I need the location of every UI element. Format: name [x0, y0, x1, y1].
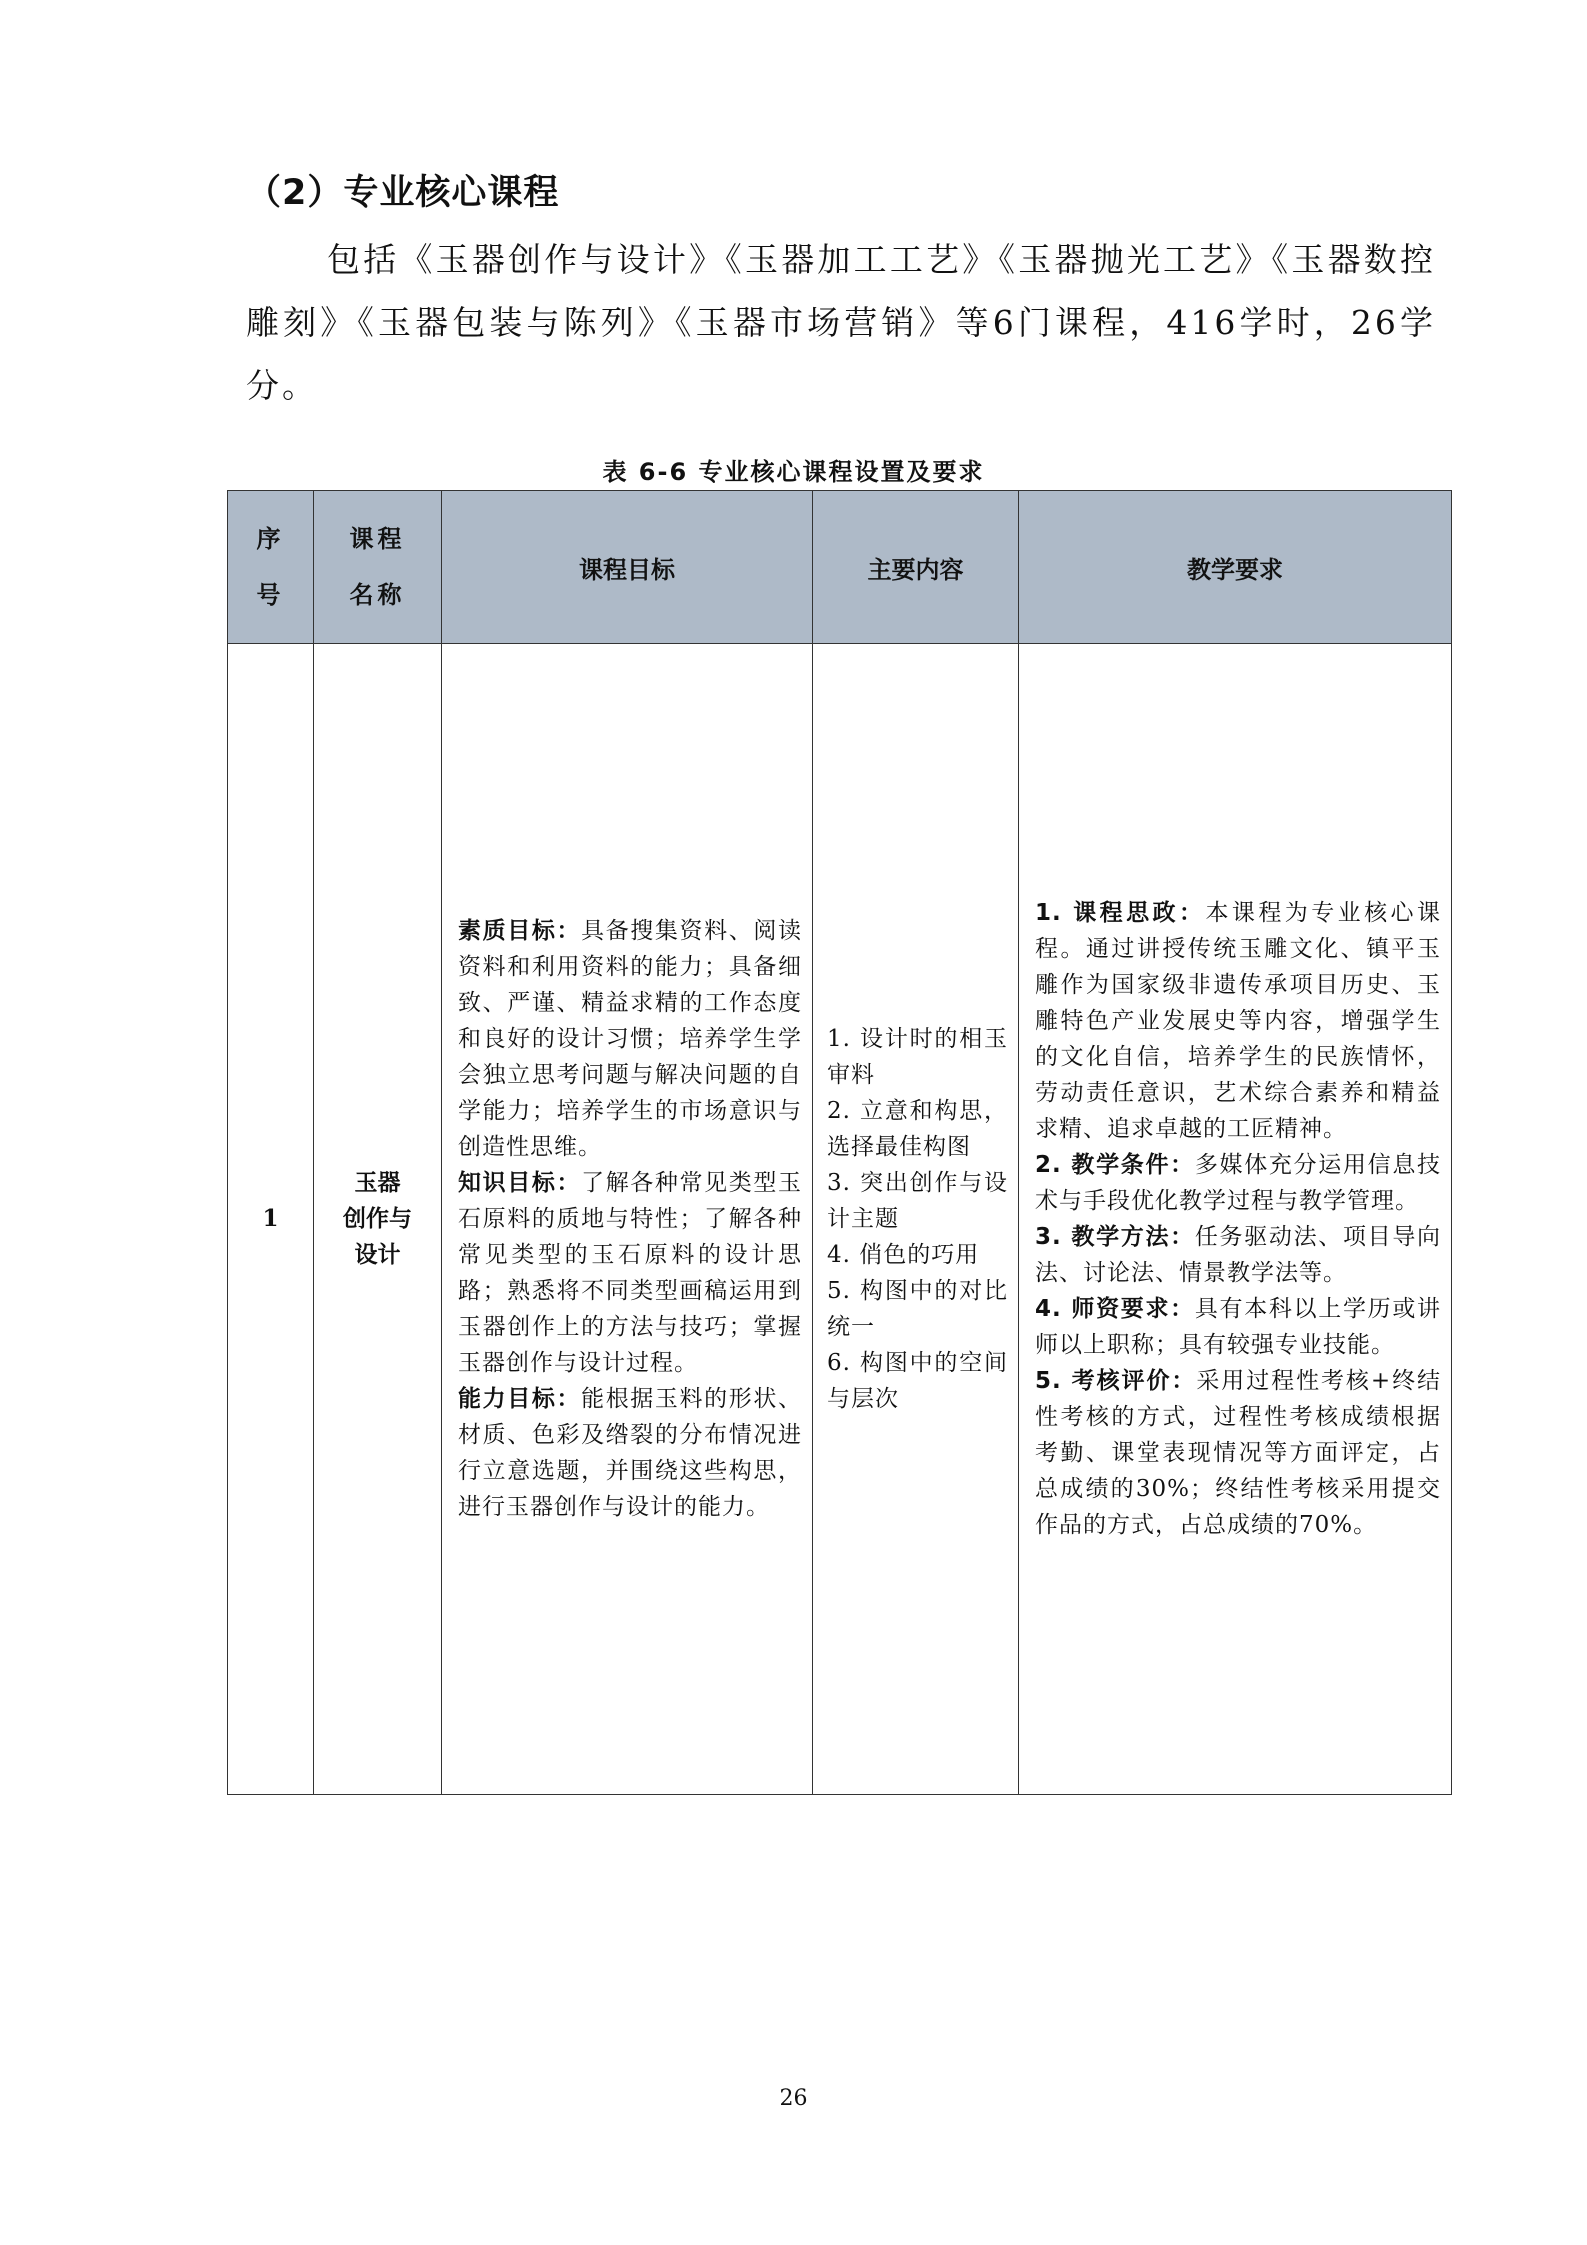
- requirement-ideology-label: 1. 课程思政：: [1035, 900, 1206, 926]
- goal-quality-label: 素质目标：: [458, 918, 582, 944]
- requirement-conditions-text: 多媒体充分运用信息技术与手段优化教学过程与教学管理。: [1035, 1152, 1442, 1214]
- requirement-assessment: [1035, 1363, 1441, 1543]
- header-no: [228, 491, 314, 644]
- header-no-line2: 号: [256, 581, 285, 609]
- goal-ability: [458, 1381, 802, 1525]
- content-item: 6. 构图中的空间与层次: [827, 1350, 1008, 1412]
- course-name-line3: 设计: [354, 1242, 401, 1268]
- requirement-teachers-label: 4. 师资要求：: [1035, 1296, 1195, 1322]
- goal-ability-text: 能根据玉料的形状、材质、色彩及绺裂的分布情况进行立意选题，并围绕这些构思，进行玉器创作与设计的能力。: [458, 1386, 803, 1520]
- table-caption: 表 6-6 专业核心课程设置及要求: [602, 458, 985, 486]
- goal-knowledge-label: 知识目标：: [458, 1170, 582, 1196]
- header-name-line2: 名称: [349, 581, 406, 609]
- course-name-line1: 玉器: [354, 1170, 401, 1196]
- content-item: 2. 立意和构思，选择最佳构图: [827, 1098, 1008, 1160]
- requirement-methods-text: 任务驱动法、项目导向法、讨论法、情景教学法等。: [1035, 1224, 1442, 1286]
- table-row: [228, 644, 1452, 1795]
- requirement-ideology: [1035, 895, 1441, 1147]
- requirement-assessment-text: 采用过程性考核+终结性考核的方式，过程性考核成绩根据考勤、课堂表现情况等方面评定，占总成绩的30%；终结性考核采用提交作品的方式，占总成绩的70%。: [1035, 1368, 1441, 1538]
- requirement-conditions: [1035, 1147, 1441, 1219]
- row-course-name: [314, 644, 442, 1795]
- header-content: 主要内容: [813, 491, 1019, 644]
- requirement-teachers-text: 具有本科以上学历或讲师以上职称；具有较强专业技能。: [1035, 1296, 1442, 1358]
- row-teaching-requirements: [1019, 644, 1452, 1795]
- header-no-line1: 序: [256, 525, 285, 553]
- table-header-row: [228, 491, 1452, 644]
- header-name-line1: 课程: [349, 525, 406, 553]
- content-item: 3. 突出创作与设计主题: [827, 1170, 1008, 1232]
- row-no: 1: [228, 644, 314, 1795]
- content-item: 5. 构图中的对比统一: [827, 1278, 1008, 1340]
- intro-paragraph: 包括《玉器创作与设计》《玉器加工工艺》《玉器抛光工艺》《玉器数控雕刻》《玉器包装与陈列》《玉器市场营销》等6门课程，416学时，26学分。: [246, 240, 1436, 405]
- header-requirement: 教学要求: [1019, 491, 1452, 644]
- row-main-contents: [813, 644, 1019, 1795]
- header-name: [314, 491, 442, 644]
- content-item: 4. 俏色的巧用: [827, 1242, 980, 1268]
- goal-knowledge: [458, 1165, 802, 1381]
- requirement-conditions-label: 2. 教学条件：: [1035, 1152, 1195, 1178]
- header-goal: 课程目标: [442, 491, 813, 644]
- goal-quality: [458, 913, 802, 1165]
- requirement-assessment-label: 5. 考核评价：: [1035, 1368, 1197, 1394]
- goal-knowledge-text: 了解各种常见类型玉石原料的质地与特性；了解各种常见类型的玉石原料的设计思路；熟悉将不同类型画稿运用到玉器创作上的方法与技巧；掌握玉器创作与设计过程。: [458, 1170, 803, 1376]
- requirement-ideology-text: 本课程为专业核心课程。通过讲授传统玉雕文化、镇平玉雕作为国家级非遗传承项目历史、玉雕特色产业发展史等内容，增强学生的文化自信，培养学生的民族情怀，劳动责任意识，艺术综合素养和精益求精、追求卓越的工匠精神。: [1035, 900, 1442, 1142]
- goal-ability-label: 能力目标：: [458, 1386, 582, 1412]
- course-table: [227, 490, 1452, 1795]
- row-course-goals: [442, 644, 813, 1795]
- requirement-methods-label: 3. 教学方法：: [1035, 1224, 1195, 1250]
- requirement-methods: [1035, 1219, 1441, 1291]
- page-number: 26: [779, 2086, 808, 2111]
- requirement-teachers: [1035, 1291, 1441, 1363]
- content-item: 1. 设计时的相玉审料: [827, 1026, 1008, 1088]
- goal-quality-text: 具备搜集资料、阅读资料和利用资料的能力；具备细致、严谨、精益求精的工作态度和良好的设计习惯；培养学生学会独立思考问题与解决问题的自学能力；培养学生的市场意识与创造性思维。: [458, 918, 803, 1160]
- section-heading: （2）专业核心课程: [246, 173, 560, 213]
- course-name-line2: 创作与: [343, 1206, 412, 1232]
